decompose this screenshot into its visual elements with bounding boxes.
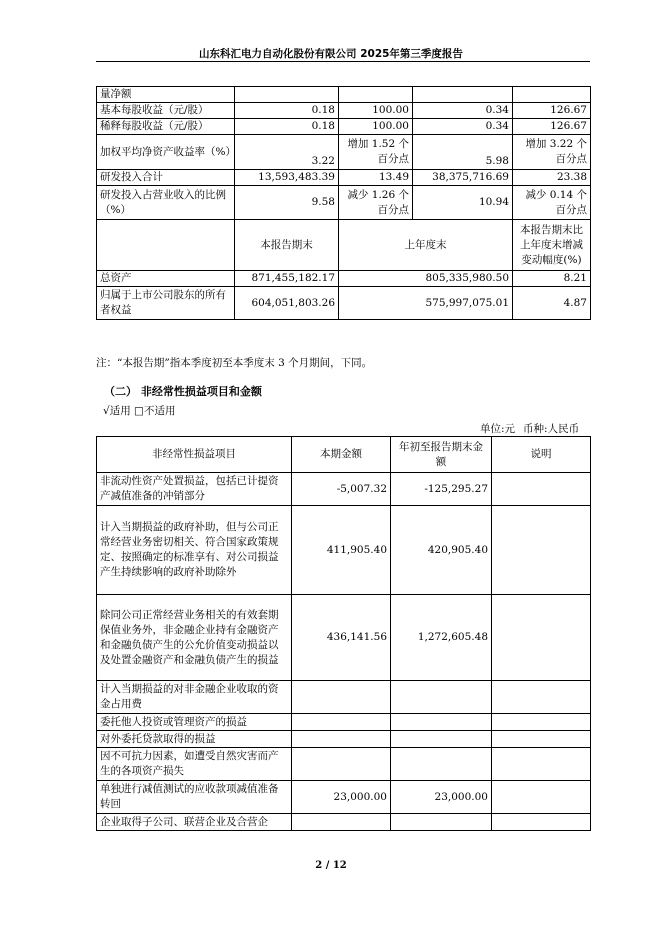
table-cell: 3.22 [235, 135, 339, 170]
table-row [97, 731, 591, 748]
table-row [97, 595, 591, 681]
table-cell [492, 681, 591, 714]
table-row [97, 103, 591, 119]
table-cell: 23.38 [513, 170, 591, 186]
table-cell: 411,905.40 [292, 506, 391, 595]
column-header: 年初至报告期末金额 [391, 437, 492, 473]
row-label: 量净额 [97, 87, 235, 103]
table-cell [292, 714, 391, 731]
table-row [97, 814, 591, 831]
table-cell [492, 506, 591, 595]
table-cell: 0.18 [235, 119, 339, 135]
table-cell [513, 87, 591, 103]
footnote: 注：“本报告期”指本季度初至本季度末 3 个月期间，下同。 [96, 357, 373, 369]
table-cell: 126.67 [513, 119, 591, 135]
table-cell: 增加 3.22 个百分点 [513, 135, 591, 170]
table-cell [391, 681, 492, 714]
table-cell [292, 748, 391, 781]
table-row [97, 506, 591, 595]
row-label: 企业取得子公司、联营企业及合营企 [97, 814, 292, 831]
row-label: 单独进行减值测试的应收款项减值准备转回 [97, 781, 292, 814]
row-label: 委托他人投资或管理资产的损益 [97, 714, 292, 731]
table-cell: 8.21 [513, 271, 591, 287]
table-cell: 10.94 [413, 186, 513, 220]
table-row [97, 186, 591, 220]
row-label: 基本每股收益（元/股） [97, 103, 235, 119]
section-title: （二） 非经常性损益项目和金额 [104, 385, 262, 398]
table-cell [391, 731, 492, 748]
column-header: 上年度末 [339, 220, 513, 271]
table-row [97, 714, 591, 731]
report-header-title: 山东科汇电力自动化股份有限公司 2025年第三季度报告 [199, 48, 463, 60]
column-header: 本报告期末比上年度末增减变动幅度(%) [513, 220, 591, 271]
applicable-checked: √适用 [103, 405, 131, 417]
table-cell [391, 748, 492, 781]
table-cell: -125,295.27 [391, 473, 492, 506]
non-recurring-items-table [96, 436, 591, 831]
column-header: 说明 [492, 437, 591, 473]
table-cell: 5.98 [413, 135, 513, 170]
table-subheader-row [97, 220, 591, 271]
table-row [97, 473, 591, 506]
table-cell [492, 748, 591, 781]
table-cell [492, 595, 591, 681]
column-header: 本报告期末 [235, 220, 339, 271]
table-cell: 23,000.00 [391, 781, 492, 814]
table-cell: 126.67 [513, 103, 591, 119]
row-label: 研发投入合计 [97, 170, 235, 186]
table-cell [391, 814, 492, 831]
unit-label: 单位:元 [480, 423, 516, 435]
empty-header-cell [97, 220, 235, 271]
table-row [97, 748, 591, 781]
table-cell: 805,335,980.50 [339, 271, 513, 287]
row-label: 计入当期损益的对非金融企业收取的资金占用费 [97, 681, 292, 714]
table-row [97, 135, 591, 170]
table-cell: 13,593,483.39 [235, 170, 339, 186]
row-label: 非流动性资产处置损益，包括已计提资产减值准备的冲销部分 [97, 473, 292, 506]
table-cell [292, 681, 391, 714]
not-applicable-unchecked: □不适用 [134, 405, 176, 417]
row-label: 稀释每股收益（元/股） [97, 119, 235, 135]
table-row [97, 271, 591, 287]
table-cell: 100.00 [339, 103, 413, 119]
table-cell [292, 814, 391, 831]
table-cell: 0.34 [413, 119, 513, 135]
table-row [97, 781, 591, 814]
table-cell: 4.87 [513, 287, 591, 320]
table-row [97, 287, 591, 320]
table-row [97, 87, 591, 103]
table-cell: 0.34 [413, 103, 513, 119]
table-cell [292, 731, 391, 748]
table-cell: -5,007.32 [292, 473, 391, 506]
table-cell: 604,051,803.26 [235, 287, 339, 320]
table-row [97, 119, 591, 135]
page-number: 2 / 12 [315, 860, 347, 871]
table-cell [492, 814, 591, 831]
table-cell [492, 731, 591, 748]
table-cell: 436,141.56 [292, 595, 391, 681]
table-cell: 23,000.00 [292, 781, 391, 814]
table-cell [492, 473, 591, 506]
currency-label: 币种:人民币 [523, 423, 580, 435]
table-cell: 575,997,075.01 [339, 287, 513, 320]
table-cell [235, 87, 339, 103]
table-row [97, 170, 591, 186]
header-divider [96, 61, 590, 62]
table-cell [492, 781, 591, 814]
table-cell: 420,905.40 [391, 506, 492, 595]
row-label: 计入当期损益的政府补助，但与公司正常经营业务密切相关、符合国家政策规定、按照确定的标准享有、对公司损益产生持续影响的政府补助除外 [97, 506, 292, 595]
column-header: 本期金额 [292, 437, 391, 473]
table-cell: 9.58 [235, 186, 339, 220]
table-cell [492, 714, 591, 731]
key-financial-data-table [96, 86, 591, 320]
table-row [97, 681, 591, 714]
table-cell [413, 87, 513, 103]
table-cell: 100.00 [339, 119, 413, 135]
table-cell: 38,375,716.69 [413, 170, 513, 186]
row-label: 总资产 [97, 271, 235, 287]
row-label: 对外委托贷款取得的损益 [97, 731, 292, 748]
table-cell: 0.18 [235, 103, 339, 119]
table-cell: 减少 1.26 个百分点 [339, 186, 413, 220]
table-cell: 13.49 [339, 170, 413, 186]
table-cell [391, 714, 492, 731]
row-label: 除同公司正常经营业务相关的有效套期保值业务外，非金融企业持有金融资产和金融负债产生的公允价值变动损益以及处置金融资产和金融负债产生的损益 [97, 595, 292, 681]
column-header: 非经常性损益项目 [97, 437, 292, 473]
table-cell: 减少 0.14 个百分点 [513, 186, 591, 220]
table-header-row [97, 437, 591, 473]
table-cell: 1,272,605.48 [391, 595, 492, 681]
unit-line [480, 421, 579, 436]
table-cell [339, 87, 413, 103]
row-label: 因不可抗力因素，如遭受自然灾害而产生的各项资产损失 [97, 748, 292, 781]
row-label: 归属于上市公司股东的所有者权益 [97, 287, 235, 320]
row-label: 加权平均净资产收益率（%） [97, 135, 235, 170]
table-cell: 871,455,182.17 [235, 271, 339, 287]
row-label: 研发投入占营业收入的比例（%） [97, 186, 235, 220]
table-cell: 增加 1.52 个百分点 [339, 135, 413, 170]
applicability-options [103, 403, 175, 418]
